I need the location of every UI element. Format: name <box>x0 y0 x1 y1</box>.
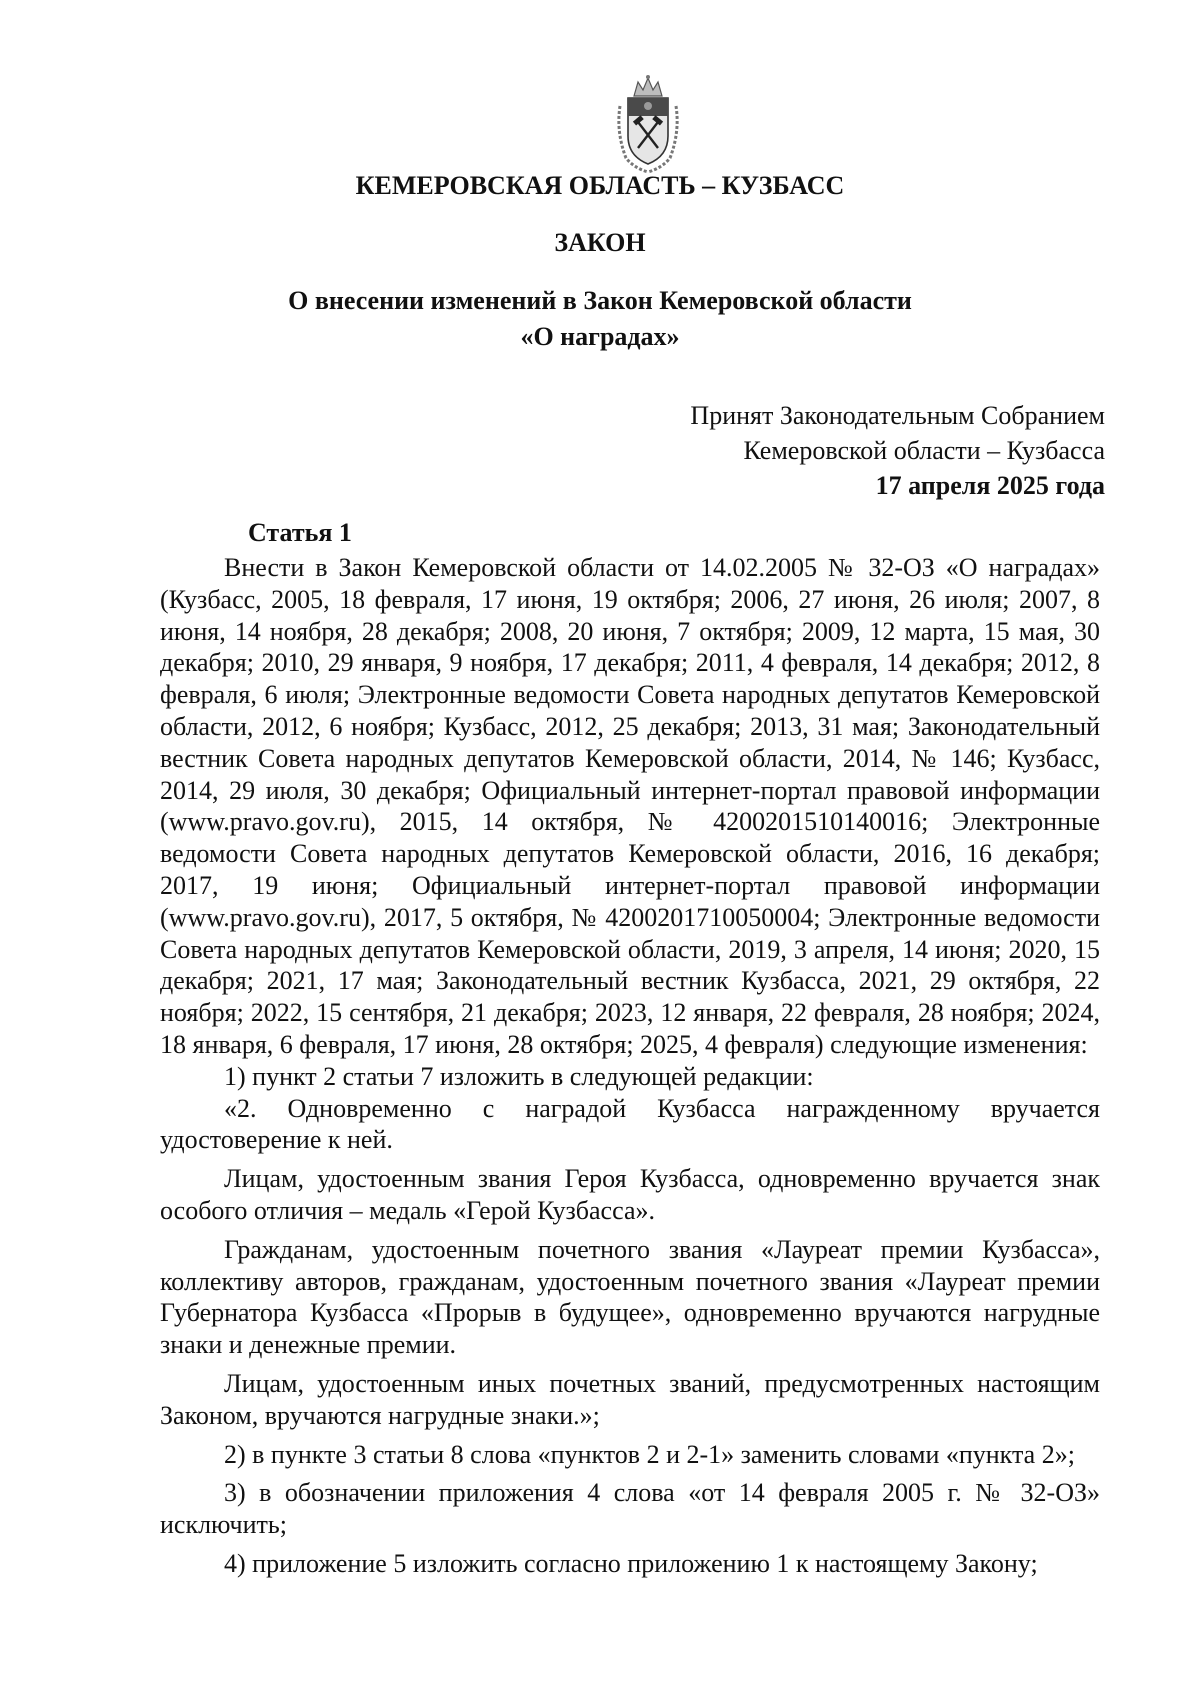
article-paragraph: 4) приложение 5 изложить согласно приложению 1 к настоящему Закону; <box>224 1548 1038 1578</box>
article-paragraph: Внести в Закон Кемеровской области от 14.02.2005 № 32-ОЗ «О наградах» (Кузбасс, 2005, 18 февраля, 17 июня, 19 октября; 2006, 27 июня, 26 июля; 2007, 8 июня, 14 ноября, 28 декабря; 2008, 20 июня, 7 октября; 2009, 12 марта, 15 мая, 30 декабря; 2010, 29 января, 9 ноября, 17 декабря; 2011, 4 февраля, 14 декабря; 2012, 8 февраля, 6 июля; Электронные ведомости Совета народных депутатов Кемеровской области, 2012, 6 ноября; Кузбасс, 2012, 25 декабря; 2013, 31 мая; Законодательный вестник Совета народных депутатов Кемеровской области, 2014, № 146; Кузбасс, 2014, 29 июля, 30 декабря; Официальный интернет-портал правовой информации (www.pravo.gov.ru), 2015, 14 октября, № 4200201510140016; Электронные ведомости Совета народных депутатов Кемеровской области, 2016, 16 декабря; 2017, 19 июня; Официальный интернет-портал правовой информации (www.pravo.gov.ru), 2017, 5 октября, № 4200201710050004; Электронные ведомости Совета народных депутатов Кемеровской области, 2019, 3 апреля, 14 июня; 2020, 15 декабря; 2021, 17 мая; Законодательный вестник Кузбасса, 2021, 29 октября, 22 ноября; 2022, 15 сентября, 21 декабря; 2023, 12 января, 22 февраля, 28 ноября; 2024, 18 января, 6 февраля, 17 июня, 28 октября; 2025, 4 февраля) следующие изменения: <box>160 553 1100 1059</box>
law-title-line-1: О внесении изменений в Закон Кемеровской области <box>288 286 912 315</box>
article-paragraph: Гражданам, удостоенным почетного звания «Лауреат премии Кузбасса», коллективу авторов, гражданам, удостоенным почетного звания «Лауреат премии Губернатора Кузбасса «Прорыв в будущее», одновременно вручаются нагрудные знаки и денежные премии. <box>160 1234 1100 1360</box>
article-paragraph: 3) в обозначении приложения 4 слова «от 14 февраля 2005 г. № 32-ОЗ» исключить; <box>160 1478 1100 1540</box>
adoption-line-2: Кемеровской области – Кузбасса <box>743 436 1105 465</box>
adoption-line-1: Принят Законодательным Собранием <box>690 401 1105 430</box>
coat-of-arms-emblem <box>612 72 684 176</box>
article-paragraph: Лицам, удостоенным звания Героя Кузбасса, одновременно вручается знак особого отличия – медаль «Герой Кузбасса». <box>160 1164 1100 1225</box>
article-paragraph: Лицам, удостоенным иных почетных званий, предусмотренных настоящим Законом, вручаются нагрудные знаки.»; <box>160 1368 1100 1430</box>
article-paragraph: 2) в пункте 3 статьи 8 слова «пунктов 2 и 2-1» заменить словами «пункта 2»; <box>224 1439 1075 1469</box>
adoption-date: 17 апреля 2025 года <box>875 471 1105 500</box>
document-type: ЗАКОН <box>554 228 646 257</box>
article-paragraph: «2. Одновременно с наградой Кузбасса награжденному вручается удостоверение к ней. <box>160 1093 1100 1155</box>
article-title: Статья 1 <box>248 518 352 547</box>
article-body <box>160 552 1100 1580</box>
region-name: КЕМЕРОВСКАЯ ОБЛАСТЬ – КУЗБАСС <box>355 171 845 200</box>
adoption-block <box>690 398 1105 503</box>
law-title-line-2: «О наградах» <box>520 322 680 351</box>
article-paragraph: 1) пункт 2 статьи 7 изложить в следующей редакции: <box>224 1061 814 1091</box>
